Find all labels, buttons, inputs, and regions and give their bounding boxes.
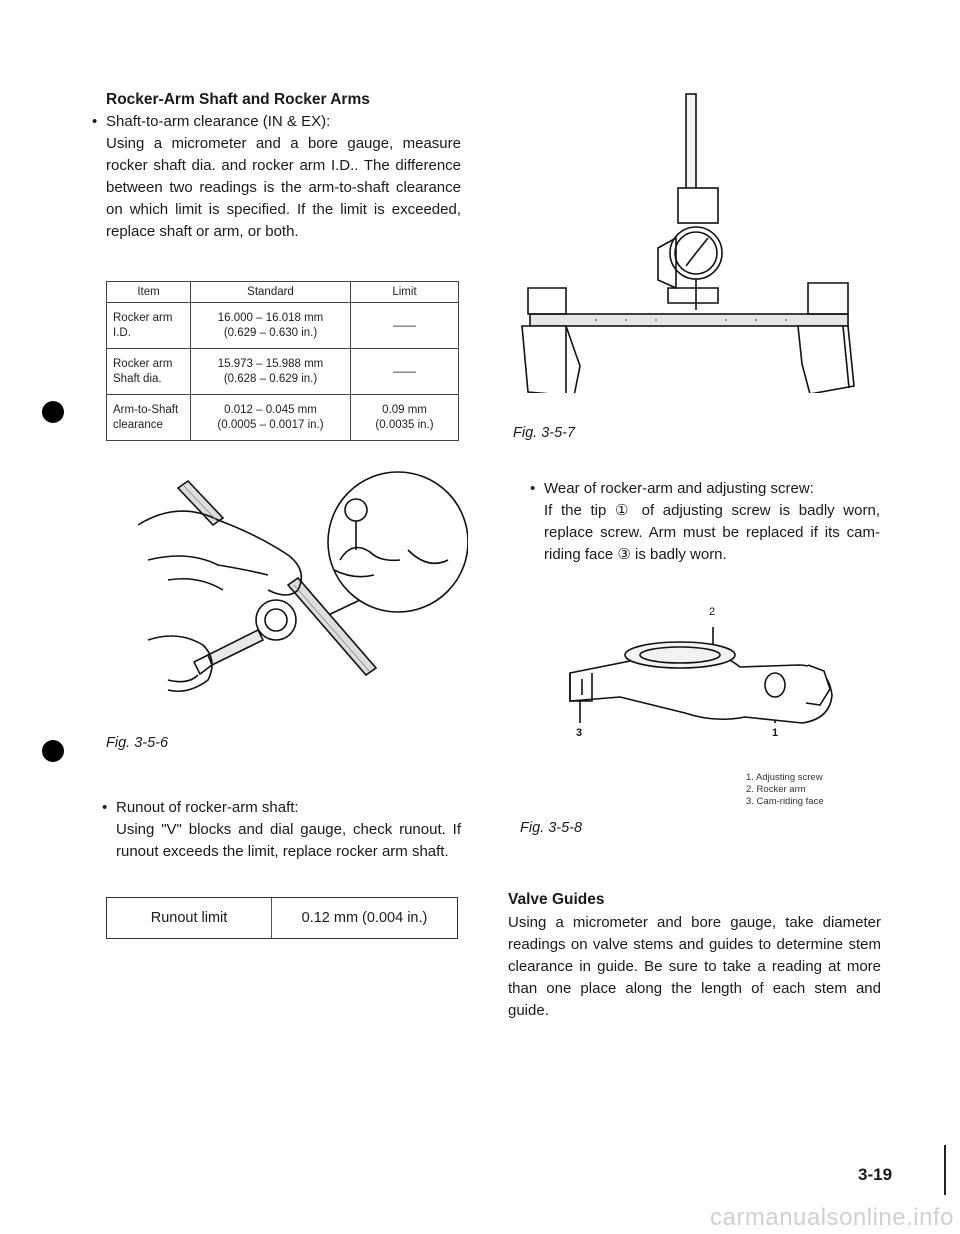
valve-guides-paragraph: Using a micrometer and bore gauge, take diameter readings on valve stems and guides to determine stem clearance in guide. Be sure to take a reading at more than one place along the length of each stem and guide.	[508, 914, 881, 1019]
table-cell-item: Rocker arm I.D.	[107, 303, 191, 349]
table-row	[107, 395, 459, 441]
watermark-text: carmanualsonline.info	[710, 1204, 954, 1231]
runout-block	[102, 797, 461, 863]
table-cell-item: Rocker arm Shaft dia.	[107, 349, 191, 395]
wear-block	[530, 478, 880, 566]
valve-guides-block	[508, 890, 881, 1022]
callout-2: 2	[709, 606, 716, 618]
bullet-dot: •	[92, 113, 98, 130]
table-cell-item: Arm-to-Shaft clearance	[107, 395, 191, 441]
section-title-rocker-arm: Rocker-Arm Shaft and Rocker Arms	[106, 91, 370, 108]
callout-3: 3	[576, 727, 583, 739]
legend-item: 2. Rocker arm	[746, 784, 806, 795]
legend-item: 1. Adjusting screw	[746, 772, 823, 783]
figure-caption-3-5-7: Fig. 3-5-7	[513, 425, 576, 441]
table-cell-standard: 0.012 – 0.045 mm (0.0005 – 0.0017 in.)	[191, 395, 351, 441]
table-header-standard: Standard	[191, 282, 351, 303]
bullet-dot: •	[530, 480, 536, 497]
table-cell-standard: 15.973 – 15.988 mm (0.628 – 0.629 in.)	[191, 349, 351, 395]
wear-paragraph: If the tip ① of adjusting screw is badly worn, replace screw. Arm must be replaced if its cam-riding face ③ is badly worn.	[544, 502, 880, 563]
bullet-dot: •	[102, 799, 108, 816]
legend-item: 3. Cam-riding face	[746, 796, 824, 807]
runout-spec-box	[106, 897, 458, 939]
figure-v-blocks-dial-gauge	[508, 88, 868, 393]
figure-rocker-arm	[560, 605, 850, 745]
table-cell-standard: 16.000 – 16.018 mm (0.629 – 0.630 in.)	[191, 303, 351, 349]
bullet-heading-runout: Runout of rocker-arm shaft:	[116, 799, 299, 816]
page-edge-line	[944, 1145, 946, 1195]
table-cell-limit: ——	[351, 303, 459, 349]
table-row	[107, 303, 459, 349]
figure-micrometer-illustration	[108, 470, 468, 710]
figure-caption-3-5-8: Fig. 3-5-8	[520, 820, 583, 836]
table-header-limit: Limit	[351, 282, 459, 303]
runout-value: 0.12 mm (0.004 in.)	[301, 910, 428, 926]
table-header-item: Item	[107, 282, 191, 303]
section-title-valve-guides: Valve Guides	[508, 891, 605, 908]
callout-1: 1	[772, 727, 779, 739]
bullet-heading-clearance: Shaft-to-arm clearance (IN & EX):	[106, 113, 331, 130]
table-cell-limit: ——	[351, 349, 459, 395]
binder-hole-top	[42, 401, 64, 423]
table-row	[107, 349, 459, 395]
left-column	[92, 90, 461, 243]
page-number: 3-19	[858, 1165, 893, 1184]
figure-caption-3-5-6: Fig. 3-5-6	[106, 735, 169, 751]
runout-label: Runout limit	[107, 898, 272, 938]
binder-hole-bottom	[42, 740, 64, 762]
runout-paragraph: Using "V" blocks and dial gauge, check runout. If runout exceeds the limit, replace rocker arm shaft.	[116, 821, 461, 860]
table-cell-limit: 0.09 mm (0.0035 in.)	[351, 395, 459, 441]
bullet-heading-wear: Wear of rocker-arm and adjusting screw:	[544, 480, 814, 497]
figure-legend	[746, 772, 824, 808]
clearance-paragraph: Using a micrometer and a bore gauge, measure rocker shaft dia. and rocker arm I.D.. The difference between two readings is the arm-to-shaft clearance on which limit is specified. If the limit is exceeded, replace shaft or arm, or both.	[106, 135, 461, 240]
spec-table	[106, 281, 459, 441]
